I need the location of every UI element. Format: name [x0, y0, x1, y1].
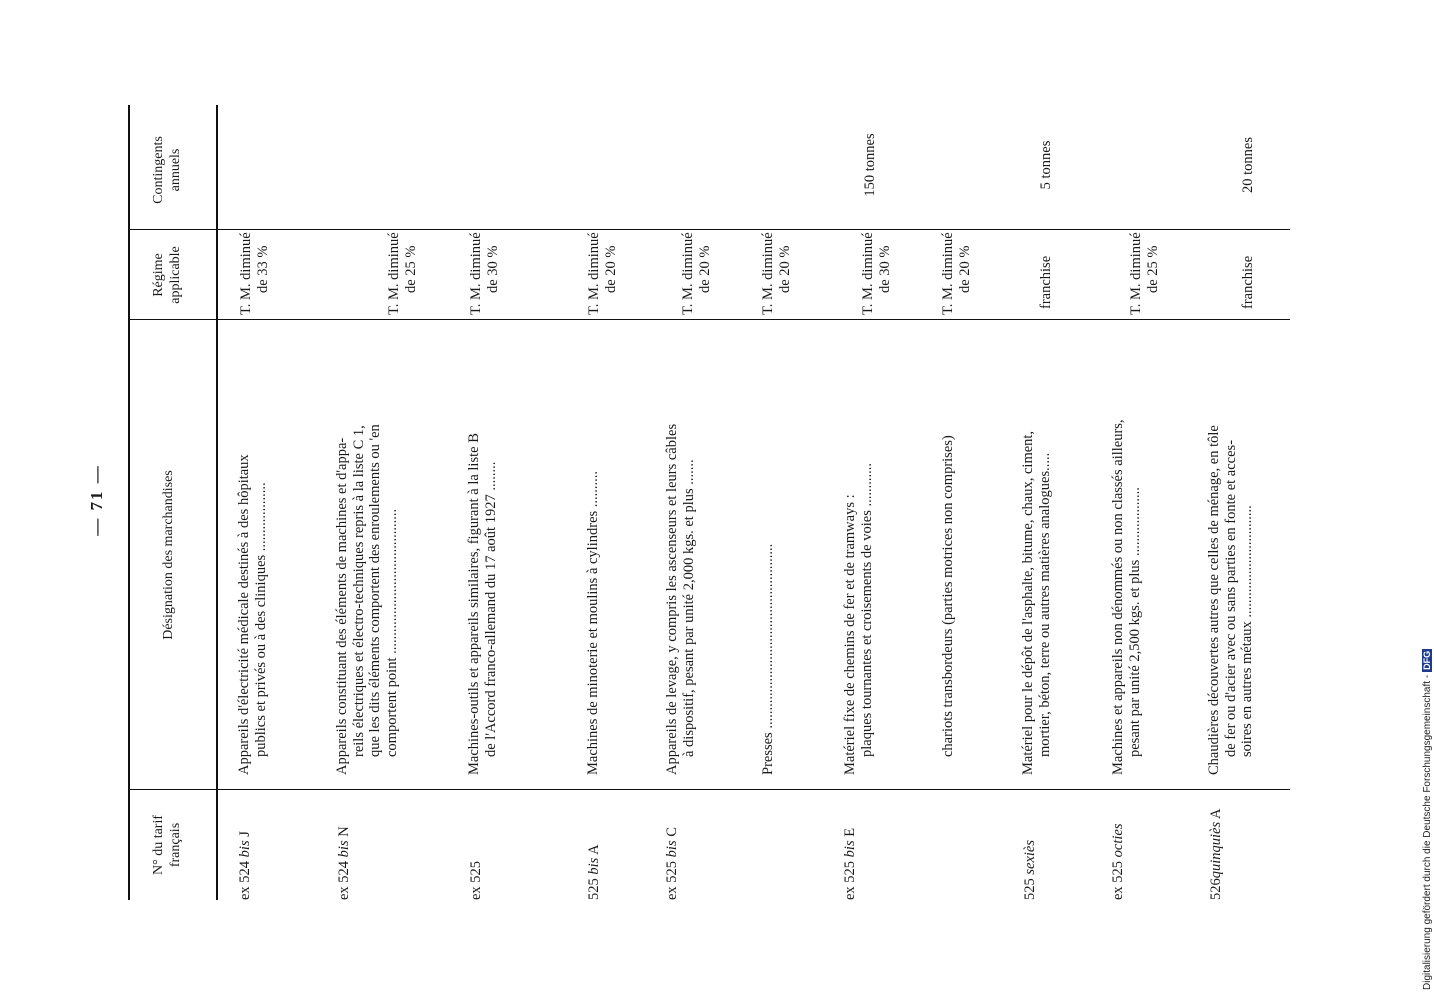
regime-line: franchise: [1240, 255, 1256, 309]
row-designation: [1020, 320, 1053, 775]
regime-line: T. M. diminué: [386, 232, 402, 315]
regime-line: de 20 %: [956, 245, 973, 293]
header-regime-line2: applicable: [168, 246, 183, 304]
row-designation: [1206, 320, 1256, 775]
row-tarif: 525 sexiès: [1022, 840, 1038, 900]
designation-line: chariots transbordeurs (parties motrices non comprises): [940, 435, 956, 757]
regime-line: de 30 %: [876, 245, 893, 293]
row-contingent: 20 tonnes: [1240, 137, 1256, 193]
regime-line: de 33 %: [254, 245, 271, 293]
row-contingent: 5 tonnes: [1038, 140, 1054, 190]
regime-line: franchise: [1038, 255, 1054, 309]
row-tarif: ex 525 octies: [1110, 823, 1126, 900]
row-designation: [236, 320, 269, 775]
credit-text: Digitalisierung gefördert durch die Deutsche Forschungsgemeinschaft -: [1422, 674, 1433, 990]
designation-line: comportent point ........................................: [383, 508, 400, 757]
page-number: — 71 —: [87, 464, 106, 536]
designation-line: publics et privés ou à des cliniques ...................: [252, 482, 269, 757]
header-tarif-line2: français: [168, 822, 183, 868]
regime-line: T. M. diminué: [468, 232, 484, 315]
row-designation: [466, 320, 499, 775]
row-tarif: ex 525 bis E: [842, 827, 858, 900]
row-regime: [468, 225, 501, 315]
regime-line: de 20 %: [696, 245, 713, 293]
header-contingents: [150, 110, 184, 230]
row-designation: [940, 302, 957, 757]
regime-line: de 25 %: [402, 245, 419, 293]
designation-line: soires en autres métaux ...............................: [1239, 505, 1255, 757]
row-regime: [586, 225, 619, 315]
header-contingents-line1: Contingents: [151, 136, 166, 204]
designation-line: pesant par unité 2,500 kgs. et plus ...................: [1126, 487, 1143, 757]
regime-line: T. M. diminué: [940, 232, 956, 315]
table-top-rule: [128, 105, 130, 900]
regime-line: T. M. diminué: [760, 232, 776, 315]
row-regime: [940, 225, 973, 315]
designation-line: Machines et appareils non dénommés ou non classés ailleurs,: [1110, 419, 1126, 775]
regime-line: T. M. diminué: [586, 232, 602, 315]
designation-line: Chaudières découvertes autres que celles de ménage, en tôle: [1206, 425, 1222, 775]
row-designation: [334, 320, 400, 775]
row-regime: [760, 225, 793, 315]
row-regime: [386, 225, 419, 315]
header-regime: [150, 230, 184, 320]
designation-line: à dispositif, pesant par unité 2,000 kgs. et plus .......: [680, 459, 697, 757]
row-designation: [664, 320, 697, 775]
header-tarif: [150, 790, 184, 900]
header-contingents-line2: annuels: [168, 148, 183, 192]
row-regime: [860, 225, 893, 315]
header-bottom-rule: [216, 105, 218, 900]
row-regime: [680, 225, 713, 315]
designation-line: Appareils constituant des éléments de machines et d'appa-: [334, 437, 350, 775]
row-tarif: ex 524 bis N: [336, 826, 352, 900]
designation-line: reils électriques et électro-techniques repris à la liste C 1,: [350, 425, 367, 757]
designation-line: de l'Accord franco-allemand du 17 août 1927 ........: [482, 461, 499, 757]
row-designation: [585, 320, 602, 775]
designation-line: Matériel pour le dépôt de l'asphalte, bitume, chaux, ciment,: [1020, 430, 1036, 775]
regime-line: de 20 %: [776, 245, 793, 293]
designation-line: Appareils d'électricité médicale destinés à des hôpitaux: [236, 454, 252, 775]
designation-line: que les dits éléments comportent des enroulements ou 'en: [367, 424, 383, 757]
dfg-logo: DFG: [1422, 650, 1432, 670]
header-designation: Désignation des marchandises: [161, 470, 176, 640]
designation-line: de fer ou d'acier avec ou sans parties en fonte et acces-: [1222, 439, 1239, 757]
designation-line: plaques tournantes et croisements de voies ............: [858, 463, 875, 757]
designation-line: Matériel fixe de chemins de fer et de tramways :: [842, 494, 858, 775]
designation-line: Presses ...................................................: [760, 543, 776, 775]
regime-line: T. M. diminué: [680, 232, 696, 315]
row-regime: [1240, 225, 1257, 315]
row-designation: [1110, 320, 1143, 775]
row-tarif: ex 524 bis J: [237, 831, 253, 900]
regime-line: de 25 %: [1144, 245, 1161, 293]
designation-line: Machines de minoterie et moulins à cylindres ..........: [585, 470, 601, 775]
row-regime: [1128, 225, 1161, 315]
row-tarif: 525 bis A: [586, 844, 602, 900]
header-regime-line1: Régime: [151, 253, 166, 297]
regime-line: T. M. diminué: [860, 232, 876, 315]
row-contingent: 150 tonnes: [862, 133, 878, 197]
regime-line: T. M. diminué: [238, 232, 254, 315]
header-tarif-line1: N° du tarif: [151, 814, 166, 876]
row-tarif: ex 525 bis C: [664, 827, 680, 900]
designation-line: mortier, béton, terre ou autres matières analogues.....: [1036, 452, 1053, 757]
regime-line: de 30 %: [484, 245, 501, 293]
designation-line: Appareils de levage, y compris les ascenseurs et leurs câbles: [664, 423, 680, 775]
regime-line: de 20 %: [602, 245, 619, 293]
row-regime: [1038, 225, 1055, 315]
regime-line: T. M. diminué: [1128, 232, 1144, 315]
digitization-credit: [1422, 649, 1433, 990]
row-designation: [760, 320, 777, 775]
row-tarif: 526quinquiès A: [1208, 808, 1224, 900]
row-designation: [842, 320, 875, 775]
designation-line: Machines-outils et appareils similaires, figurant à la liste B: [466, 433, 482, 775]
row-regime: [238, 225, 271, 315]
row-tarif: ex 525: [468, 860, 484, 900]
